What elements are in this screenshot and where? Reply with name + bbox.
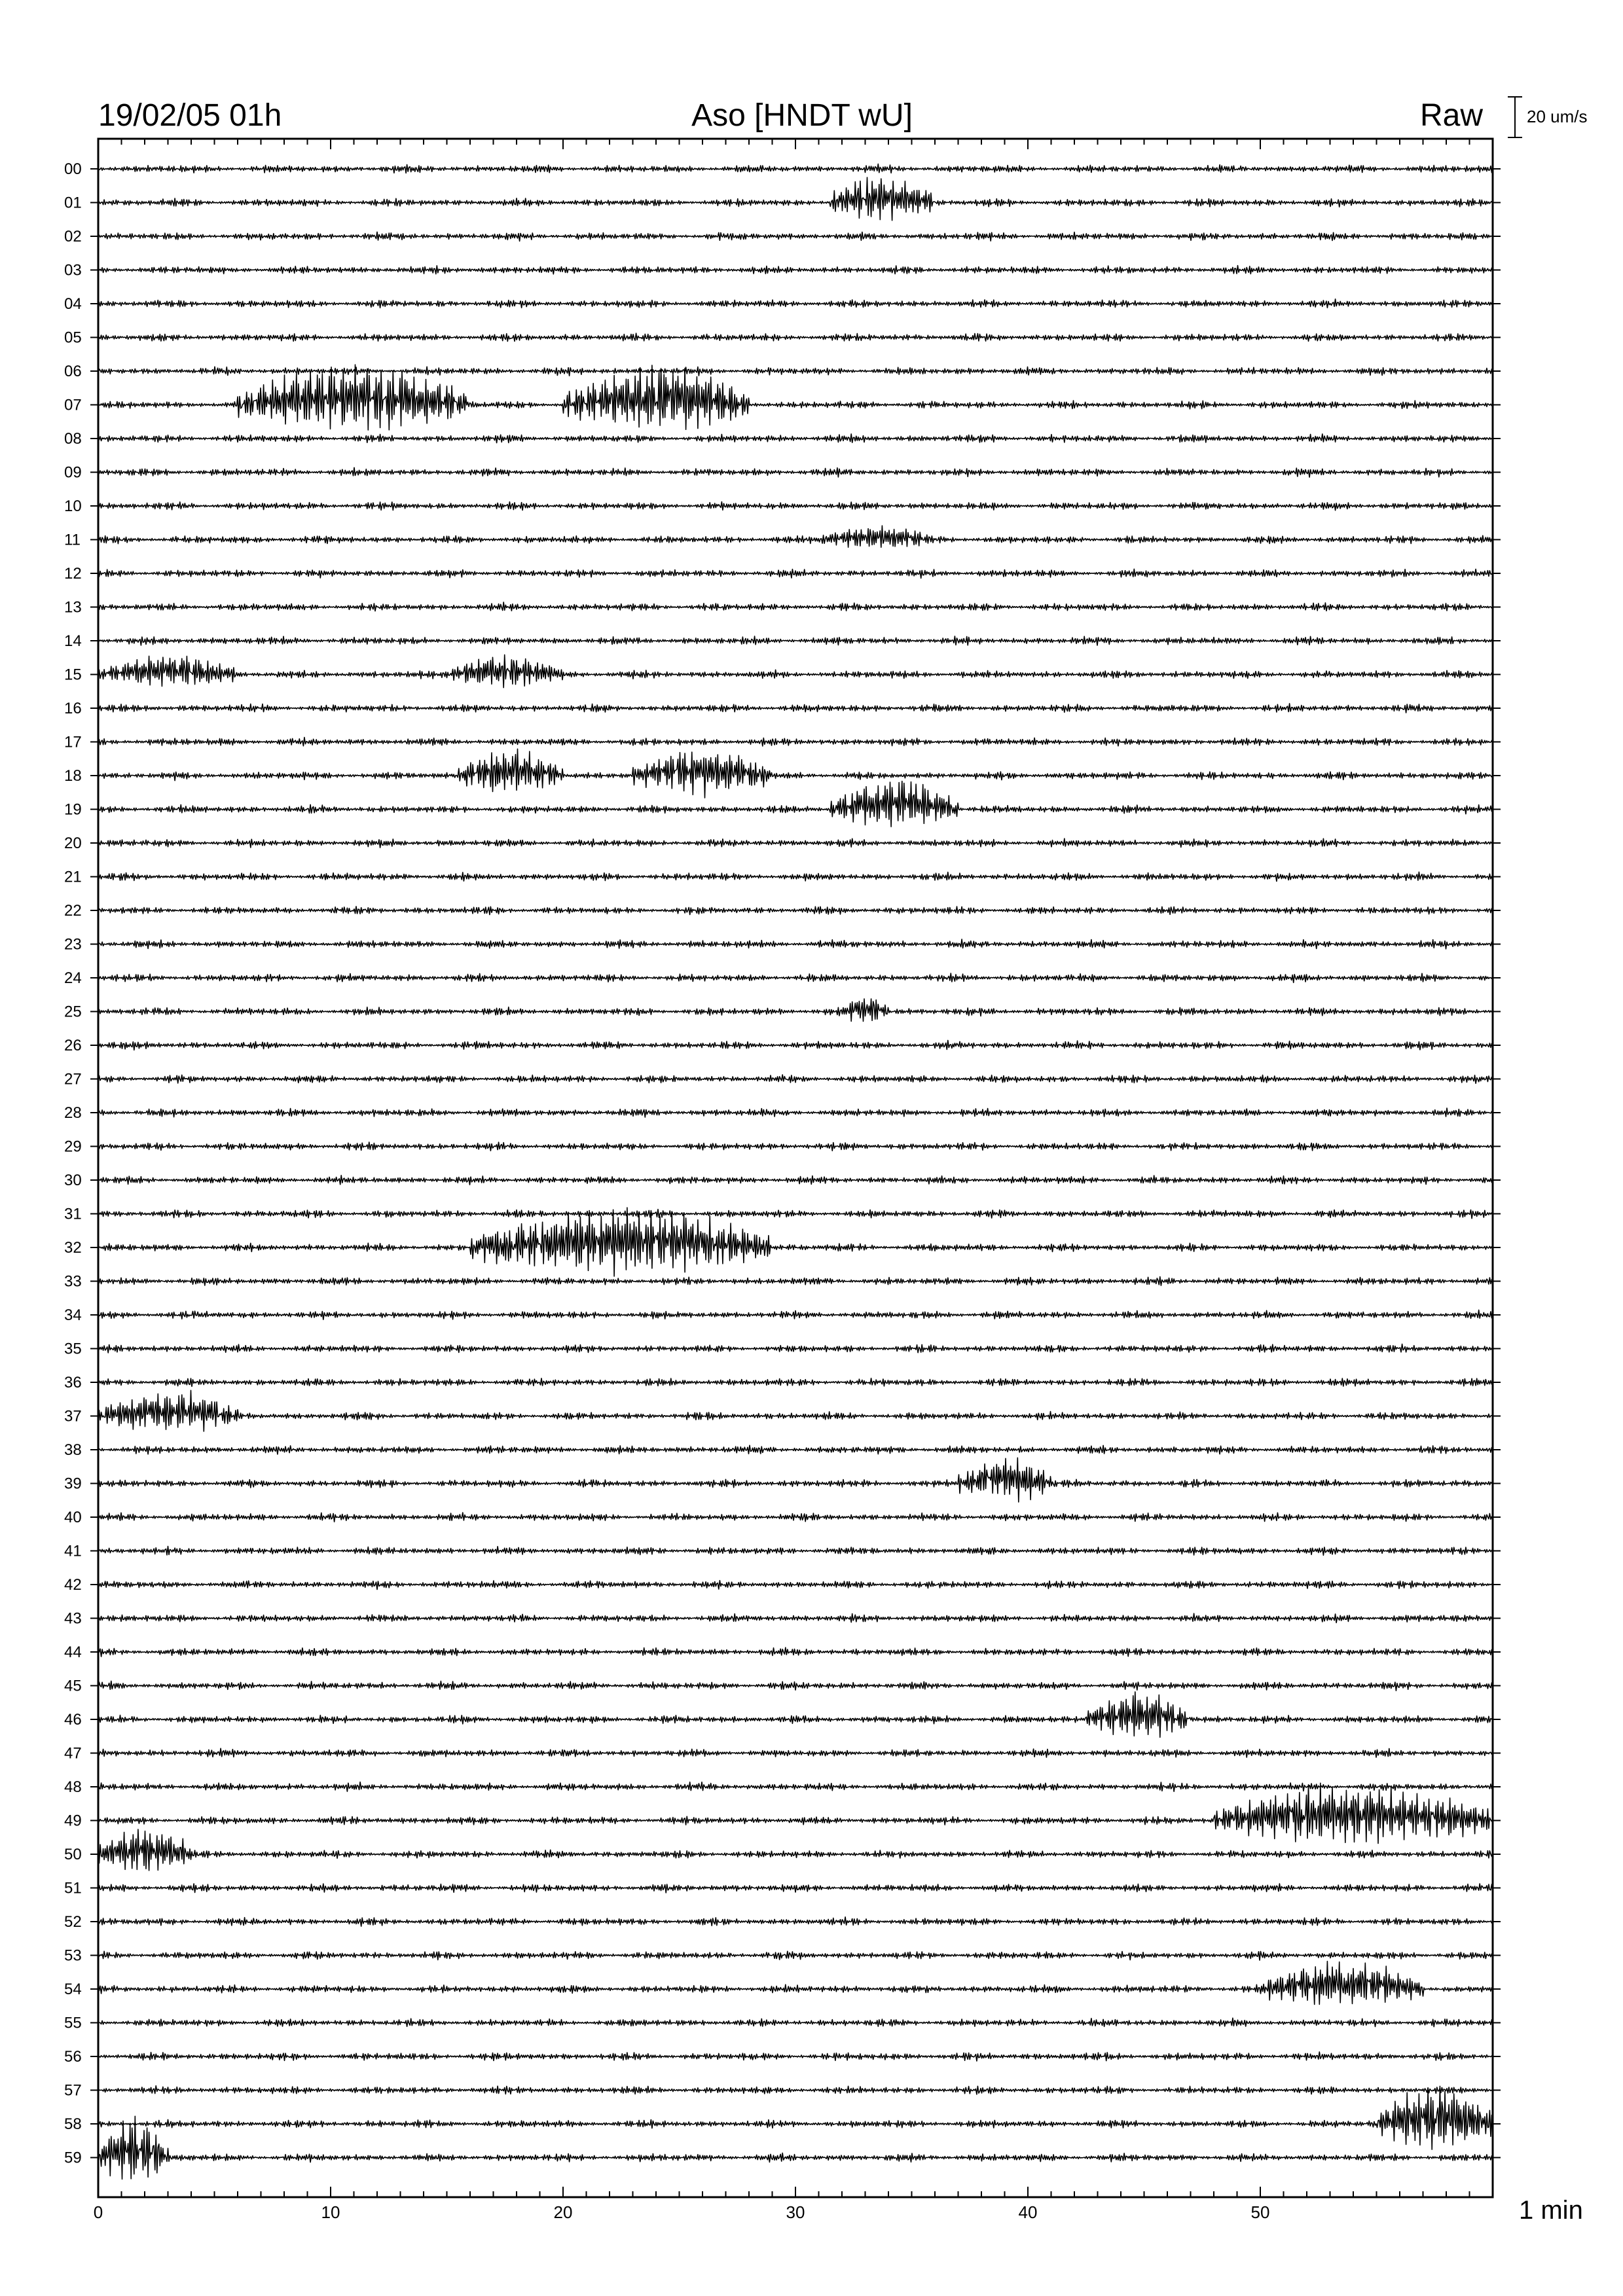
seismic-trace (98, 1041, 1493, 1050)
seismic-trace (98, 232, 1493, 241)
trace-row (64, 1947, 1501, 1965)
trace-row (64, 999, 1501, 1021)
x-tick-label: 50 (1250, 2202, 1270, 2222)
seismic-trace (98, 1458, 1493, 1502)
trace-row (64, 834, 1501, 852)
row-label: 01 (64, 194, 82, 212)
trace-row (64, 2082, 1501, 2100)
row-label: 11 (64, 531, 81, 549)
trace-row (64, 1745, 1501, 1763)
seismic-trace (98, 1390, 1493, 1431)
row-label: 46 (64, 1711, 82, 1729)
seismic-trace (98, 636, 1493, 645)
seismic-trace (98, 2018, 1493, 2026)
trace-row (64, 749, 1501, 798)
seismic-trace (98, 1647, 1493, 1657)
seismic-trace (98, 2086, 1493, 2094)
seismic-trace (98, 526, 1493, 547)
row-label: 09 (64, 463, 82, 482)
row-label: 19 (64, 800, 82, 819)
row-label: 10 (64, 497, 82, 515)
header-station-title: Aso [HNDT wU] (691, 98, 913, 133)
trace-row (64, 1037, 1501, 1054)
seismic-trace (98, 467, 1493, 477)
seismic-trace (98, 973, 1493, 982)
row-label: 03 (64, 261, 82, 279)
trace-row (64, 262, 1501, 279)
seismic-trace (98, 1783, 1493, 1843)
seismic-trace (98, 1962, 1493, 2005)
trace-row (64, 1783, 1501, 1843)
row-label: 58 (64, 2115, 82, 2133)
trace-row (64, 1138, 1501, 1156)
seismic-trace (98, 838, 1493, 848)
seismic-trace (98, 655, 1493, 687)
row-label: 23 (64, 935, 82, 954)
trace-row (64, 1880, 1501, 1897)
seismic-trace (98, 1547, 1493, 1556)
row-label: 37 (64, 1407, 82, 1426)
seismic-trace (98, 1782, 1493, 1792)
scale-bar-label: 20 um/s (1527, 107, 1588, 126)
row-label: 42 (64, 1576, 82, 1594)
row-label: 36 (64, 1374, 82, 1391)
row-label: 08 (64, 430, 82, 448)
row-label: 13 (64, 598, 82, 617)
trace-row (64, 1205, 1501, 1276)
trace-row (64, 177, 1501, 221)
row-label: 40 (64, 1509, 82, 1526)
trace-row (64, 936, 1501, 954)
trace-rows (64, 160, 1501, 2179)
row-label: 57 (64, 2081, 82, 2100)
row-label: 45 (64, 1677, 82, 1695)
seismic-trace (98, 1210, 1493, 1219)
seismic-trace (98, 367, 1493, 376)
trace-row (64, 363, 1501, 380)
row-label: 59 (64, 2149, 82, 2167)
row-label: 04 (64, 295, 82, 313)
trace-row (64, 1576, 1501, 1594)
row-label: 17 (64, 733, 82, 751)
seismic-trace (98, 738, 1493, 746)
seismic-trace (98, 1917, 1493, 1926)
seismic-trace (98, 1378, 1493, 1387)
trace-row (64, 295, 1501, 313)
trace-row (64, 1778, 1501, 1796)
row-label: 39 (64, 1475, 82, 1493)
trace-row (64, 599, 1501, 617)
row-label: 44 (64, 1643, 82, 1661)
row-label: 41 (64, 1542, 82, 1560)
seismic-trace (98, 749, 1493, 798)
row-label: 33 (64, 1272, 82, 1291)
seismic-trace (98, 1175, 1493, 1185)
row-label: 06 (64, 363, 82, 380)
seismic-trace (98, 602, 1493, 611)
trace-row (64, 734, 1501, 751)
trace-row (64, 781, 1501, 827)
seismic-trace (98, 1445, 1493, 1454)
row-label: 25 (64, 1003, 82, 1021)
row-label: 26 (64, 1037, 82, 1054)
header-mode: Raw (1419, 98, 1483, 133)
x-axis-unit-label: 1 min (1519, 2196, 1583, 2225)
trace-row (64, 632, 1501, 650)
x-tick-label: 20 (553, 2202, 573, 2222)
row-label: 52 (64, 1913, 82, 1931)
row-label: 00 (64, 160, 82, 178)
seismic-trace (98, 365, 1493, 430)
row-label: 49 (64, 1812, 82, 1830)
row-label: 30 (64, 1172, 82, 1189)
trace-row (64, 526, 1501, 548)
seismic-trace (98, 781, 1493, 827)
seismic-trace (98, 2052, 1493, 2061)
seismic-trace (98, 569, 1493, 578)
trace-row (64, 1543, 1501, 1560)
seismic-trace (98, 299, 1493, 308)
trace-row (64, 2116, 1501, 2179)
row-label: 48 (64, 1778, 82, 1796)
trace-row (64, 160, 1501, 178)
trace-row (64, 365, 1501, 430)
seismic-trace (98, 1513, 1493, 1522)
seismic-trace (98, 1277, 1493, 1285)
trace-row (64, 1071, 1501, 1088)
seismic-trace (98, 434, 1493, 443)
trace-row (64, 1273, 1501, 1291)
trace-row (64, 1340, 1501, 1358)
row-label: 54 (64, 1981, 82, 1998)
seismic-trace (98, 2086, 1493, 2149)
trace-row (64, 1390, 1501, 1431)
row-label: 12 (64, 565, 82, 583)
seismic-trace (98, 1075, 1493, 1083)
row-label: 38 (64, 1441, 82, 1459)
seismic-trace (98, 1748, 1493, 1757)
row-label: 27 (64, 1070, 82, 1088)
trace-row (64, 464, 1501, 482)
row-label: 50 (64, 1846, 82, 1863)
row-label: 14 (64, 632, 82, 650)
row-label: 29 (64, 1138, 82, 1156)
row-label: 32 (64, 1239, 82, 1257)
row-label: 35 (64, 1340, 82, 1358)
trace-row (64, 2048, 1501, 2066)
trace-row (64, 1829, 1501, 1871)
trace-row (64, 1913, 1501, 1931)
trace-row (64, 565, 1501, 583)
row-label: 22 (64, 902, 82, 920)
row-label: 18 (64, 767, 82, 785)
row-label: 53 (64, 1946, 82, 1965)
row-label: 51 (64, 1879, 82, 1897)
row-label: 28 (64, 1104, 82, 1122)
seismic-trace (98, 164, 1493, 173)
trace-row (64, 655, 1501, 687)
trace-row (64, 228, 1501, 245)
row-label: 02 (64, 228, 82, 245)
row-label: 07 (64, 396, 82, 414)
seismic-trace (98, 1692, 1493, 1737)
row-label: 24 (64, 969, 82, 987)
trace-row (64, 1374, 1501, 1391)
seismic-trace (98, 906, 1493, 915)
trace-row (64, 869, 1501, 886)
seismic-trace (98, 266, 1493, 274)
trace-row (64, 1962, 1501, 2005)
trace-row (64, 1610, 1501, 1628)
seismic-trace (98, 1884, 1493, 1893)
trace-row (64, 1677, 1501, 1695)
seismic-trace (98, 1310, 1493, 1320)
seismic-trace (98, 1344, 1493, 1353)
seismic-trace (98, 1108, 1493, 1117)
trace-row (64, 1172, 1501, 1189)
trace-row (64, 1441, 1501, 1459)
trace-row (64, 1509, 1501, 1526)
trace-row (64, 430, 1501, 448)
row-label: 05 (64, 329, 82, 347)
seismic-trace (98, 1581, 1493, 1590)
trace-row (64, 497, 1501, 515)
trace-row (64, 1206, 1501, 1223)
row-label: 47 (64, 1744, 82, 1763)
row-label: 43 (64, 1609, 82, 1628)
trace-row (64, 2015, 1501, 2032)
seismic-trace (98, 177, 1493, 221)
trace-row (64, 329, 1501, 347)
row-label: 56 (64, 2048, 82, 2066)
x-axis-tick-labels (94, 2202, 1270, 2222)
seismic-trace (98, 333, 1493, 341)
trace-row (64, 1104, 1501, 1122)
seismic-trace (98, 1681, 1493, 1691)
trace-row (64, 1643, 1501, 1661)
seismic-trace (98, 1142, 1493, 1151)
x-tick-label: 10 (321, 2202, 340, 2222)
trace-row (64, 902, 1501, 920)
trace-row (64, 700, 1501, 717)
trace-row (64, 969, 1501, 987)
scale-bar (1508, 97, 1588, 137)
seismic-trace (98, 1951, 1493, 1960)
seismic-trace (98, 999, 1493, 1021)
x-tick-label: 0 (93, 2202, 103, 2222)
seismic-trace (98, 704, 1493, 713)
trace-row (64, 1458, 1501, 1502)
row-label: 20 (64, 834, 82, 852)
row-label: 21 (64, 868, 82, 886)
row-label: 55 (64, 2014, 82, 2032)
seismic-trace (98, 939, 1493, 949)
trace-row (64, 2086, 1501, 2149)
row-label: 16 (64, 700, 82, 717)
row-label: 34 (64, 1306, 82, 1324)
trace-row (64, 1306, 1501, 1324)
seismic-trace (98, 2116, 1493, 2179)
x-tick-label: 30 (786, 2202, 805, 2222)
seismic-trace (98, 1613, 1493, 1623)
row-label: 15 (64, 666, 82, 684)
seismic-trace (98, 872, 1493, 881)
header-datetime: 19/02/05 01h (98, 98, 282, 133)
row-label: 31 (64, 1205, 82, 1223)
seismic-trace (98, 502, 1493, 511)
trace-row (64, 1692, 1501, 1737)
x-tick-label: 40 (1018, 2202, 1038, 2222)
seismic-trace (98, 1829, 1493, 1871)
seismic-trace (98, 1208, 1493, 1276)
